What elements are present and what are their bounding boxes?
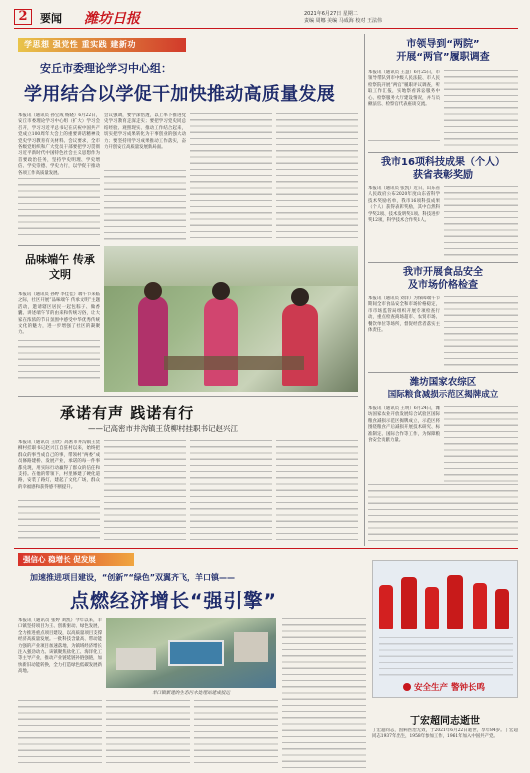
event-photo: [104, 246, 358, 392]
extinguisher-icon: [495, 589, 509, 629]
masthead: [14, 9, 518, 27]
photo-building: [104, 246, 358, 286]
lead-body-col2: 会议强调，要学深悟透，以上率下推进党史学习教育走深走实；要把学习党史同总结经验、观照现实、推动工作结合起来，切实把学习成果转化为干事创业的强大动力；要坚持用学习成果推动工作落实，奋力开创安丘高质量发展新局面。: [104, 113, 186, 151]
extinguisher-icon: [447, 575, 463, 629]
paper-logo: 潍坊日报: [84, 11, 140, 27]
right-a3-title-line1: 我市开展食品安全: [403, 267, 483, 278]
bottom-body-col1: 本报讯（通讯员 张婷 刘凯）今年以来，羊口镇坚持项目为王、创新驱动、绿色发展，全力推进重点项目建设，以高质量项目支撑经济高质量发展。一批科技含量高、带动能力强的产业项目加速落地，为镇域经济增长注入强劲动力。该镇聚焦盐化工、海洋化工等主导产业，推动产业链延链补链强链，加快新旧动能转换，全力打造绿色低碳发展新高地。: [18, 618, 102, 675]
photo-person-right-head: [291, 288, 309, 306]
right-a2-title-line2: 获省表彰奖励: [413, 170, 473, 181]
right-a1-title-line2: 开展“两官”履职调查: [396, 52, 490, 63]
photo-building-left: [116, 648, 156, 670]
right-a4-title-line1: 潍坊国家农综区: [409, 377, 477, 388]
photo-table: [164, 356, 304, 370]
slogan-banner: [18, 38, 186, 52]
middle-article-body-col1: 本报讯（通讯员 王欣）高密市井沟镇王货柳村挂职书记赵兴江自驻村以来，始终把群众的事当成自己的事，带领村“两委”成员修路建桥、发展产业，承诺的每一件事都兑现，用实际行动赢得了群众的信任和支持。在他的带领下，村里修建了硬化道路，安装了路灯，建起了文化广场，群众的幸福感和获得感不断提升。: [18, 440, 100, 490]
lead-title: 学用结合以学促干加快推动高质量发展: [24, 84, 336, 105]
right-a4-title-line2: 国际粮食减损示范区揭牌成立: [387, 390, 499, 400]
bottom-body-col3: [194, 700, 278, 768]
divider: [368, 152, 518, 153]
lead-body-col2-more: [104, 170, 186, 240]
section-label: 要闻: [40, 12, 62, 25]
extinguisher-icon: [473, 583, 487, 629]
page-number-box: 2: [14, 9, 32, 25]
ad-extinguisher-group: [379, 571, 513, 631]
right-a4-body-more: [368, 484, 518, 542]
right-a3-body-col2: [444, 296, 518, 368]
bottom-title: 点燃经济增长“强引擎”: [70, 590, 277, 612]
safety-ad: [372, 560, 518, 698]
ad-fine-print: [379, 637, 513, 677]
photo-person-center: [204, 298, 238, 386]
obituary-title: 丁宏超同志逝世: [410, 716, 480, 727]
photo-person-right: [282, 304, 318, 386]
bottom-body-col4: [282, 618, 366, 768]
middle-article-body-col2: [104, 440, 186, 540]
divider: [368, 262, 518, 263]
editor-line: 责编 周娜 美编 马成海 校对 王法伟: [304, 18, 382, 24]
ad-label-text: 安全生产 警钟长鸣: [414, 683, 485, 693]
slogan-text: 学思想 强党性 重实践 建新功: [24, 40, 136, 49]
photo-building-right: [234, 632, 268, 662]
right-a2-body-col1: 本报讯（通讯员 张凯）近日，山东省人民政府公布2020年度山东省科学技术奖励名单，我市16项科技成果（个人）获得表彰奖励，其中自然科学奖2项、技术发明奖1项、科技进步奖12项，科学技术合作奖1人。: [368, 186, 440, 224]
bottom-column-label-text: 强信心 稳增长 促发展: [23, 555, 96, 564]
bottom-pre-title: 加速推进项目建设，“创新”“绿色”双翼齐飞，羊口镇——: [30, 573, 236, 582]
middle-article-title: 承诺有声 践诺有行: [60, 404, 195, 422]
bottom-body-col1-more: [18, 700, 102, 768]
bottom-photo: [106, 618, 276, 688]
masthead-rule: [14, 28, 518, 29]
middle-article-body-col3: [190, 440, 272, 540]
divider: [368, 372, 518, 373]
left-article-body-more: [18, 340, 100, 380]
extinguisher-icon: [425, 587, 439, 629]
left-article-title: [22, 252, 98, 282]
lead-body-col4: [276, 113, 358, 240]
left-article-body: 本报讯（通讯员 孙婷 李佳佳）端午节来临之际，社区开展“品味端午 传承文明”主题活动，邀请辖区居民一起包粽子、做香囊、讲述端午节的由来和传统习俗，让大家在浓浓的节日氛围中感受中华优秀传统文化的魅力，进一步增强了社区的凝聚力。: [18, 292, 100, 336]
right-a1-body-col1: 本报讯（通讯员 王慧）6月25日，市领导带队到市中级人民法院、市人民检察院开展“两官”履职评议调查，听取工作汇报，实地察看诉讼服务中心、检察服务大厅建设情况，并与员额法官、检察官代表座谈交流。: [368, 70, 440, 108]
date-line: 2021年6月27日 星期二: [304, 11, 358, 17]
bottom-column-label: [18, 553, 134, 566]
right-a1-title: [368, 38, 518, 64]
right-a4-body-col2: [444, 406, 518, 482]
right-a3-body-col1: 本报讯（通讯员 刘洋）为保障端午节期间全市食品安全和市场价格稳定，市市场监管局组织开展专项检查行动，重点检查商场超市、农贸市场、餐饮单位等场所，督促经营者落实主体责任。: [368, 296, 440, 334]
photo-person-left-head: [144, 282, 162, 300]
right-a2-body-col2: [444, 186, 518, 256]
right-a3-title: [368, 266, 518, 292]
right-a1-body-col2: [444, 70, 518, 146]
right-a1-title-line1: 市领导到“两院”: [406, 39, 480, 50]
right-a2-title: [368, 156, 518, 182]
lead-body-col1-more: [18, 178, 100, 240]
middle-article-body-col4: [276, 440, 358, 540]
divider: [18, 245, 100, 246]
bottom-photo-caption: 羊口镇新建的生态污水处理站建成投运: [151, 691, 231, 696]
right-column-rule: [364, 34, 365, 546]
photo-person-center-head: [212, 282, 230, 300]
lead-body-col1: 本报讯（通讯员 孙宝成 杨晓）6月22日，安丘市委理论学习中心组（扩大）学习会召开，学习习近平总书记在庆祝中国共产党成立100周年大会上的重要讲话精神及党史学习教育有关材料。会议要求，全市各级党组织和广大党员干部要把学习贯彻习近平新时代中国特色社会主义思想作为首要政治任务，坚持学史明理、学史增信、学史崇德、学史力行，以学促干推动各项工作高质量发展。: [18, 113, 100, 176]
right-a2-title-line1: 我市16项科技成果（个人）: [381, 157, 505, 168]
right-a4-title: [368, 376, 518, 402]
right-a3-title-line2: 及市场价格检查: [408, 280, 478, 291]
left-article-title-text: 品味端午 传承文明: [25, 253, 95, 281]
lead-body-col3: [190, 113, 272, 240]
obituary-body: 丁宏超同志，因病医治无效，于2021年6月22日逝世，享年84岁。丁宏超同志1937年出生，1958年参加工作，1961年加入中国共产党。: [372, 728, 518, 740]
bottom-section-rule: [14, 548, 518, 549]
extinguisher-icon: [401, 577, 417, 629]
right-a1-body-col1-more: [368, 140, 440, 146]
lead-kicker: 安丘市委理论学习中心组：: [40, 62, 172, 75]
photo-pool: [168, 640, 224, 666]
right-a4-body-col1: 本报讯（通讯员 王明）6月24日，潍坊国家农业开放发展综合试验区国际粮食减损示范区揭牌成立，示范区将围绕粮食产后减损开展技术研究、标准制定、国际合作等工作，为保障粮食安全贡献力量。: [368, 406, 440, 444]
divider: [18, 396, 358, 397]
middle-article-body-col1-more: [18, 500, 100, 540]
extinguisher-icon: [379, 585, 393, 629]
ad-label: [403, 681, 485, 693]
middle-article-subtitle: ——记高密市井沟镇王货柳村挂职书记赵兴江: [88, 424, 238, 433]
bottom-body-col2: [106, 700, 190, 768]
photo-person-left: [138, 296, 168, 386]
warning-icon: [403, 683, 411, 691]
